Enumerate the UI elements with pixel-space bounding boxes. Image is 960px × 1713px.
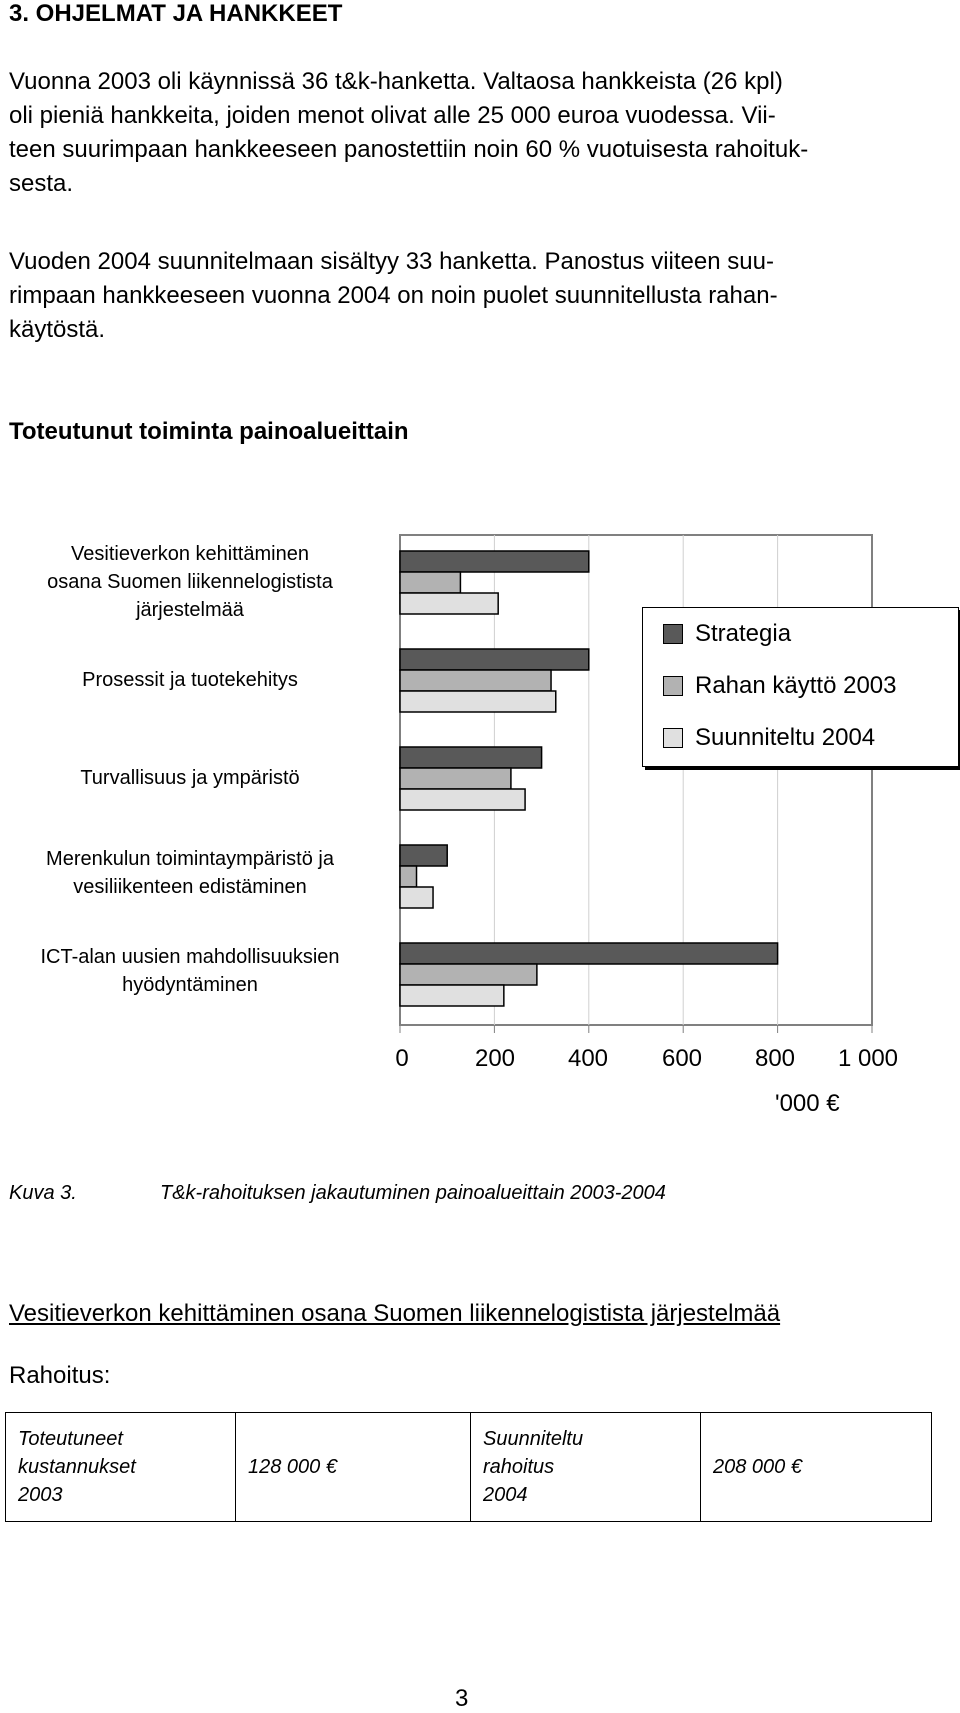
category-label-line: hyödyntäminen	[122, 974, 258, 996]
paragraph-1-line: oli pieniä hankkeita, joiden menot olivat alle 25 000 euroa vuodessa. Vii-	[9, 102, 776, 129]
funding-table	[5, 1412, 932, 1522]
category-label-line: vesiliikenteen edistäminen	[73, 876, 307, 898]
bar	[400, 691, 556, 712]
bar	[400, 670, 551, 691]
legend-swatch	[663, 624, 683, 644]
category-label-line: Vesitieverkon kehittäminen	[71, 543, 309, 565]
chart-title: Toteutunut toiminta painoalueittain	[9, 418, 409, 445]
section-heading: 3. OHJELMAT JA HANKKEET	[9, 0, 343, 27]
table-cell	[236, 1413, 471, 1522]
table-cell	[6, 1413, 236, 1522]
page-number: 3	[455, 1685, 469, 1712]
cell-value: 208 000 €	[713, 1456, 802, 1478]
paragraph-2-line: käytöstä.	[9, 316, 106, 343]
figure-label: Kuva 3.	[9, 1182, 77, 1204]
cell-line: 2004	[483, 1484, 528, 1506]
bar	[400, 551, 589, 572]
chart-legend	[642, 607, 959, 767]
x-tick-label: 200	[474, 1045, 516, 1072]
bar	[400, 593, 498, 614]
paragraph-1-line: Vuonna 2003 oli käynnissä 36 t&k-hanketta. Valtaosa hankkeista (26 kpl)	[9, 68, 783, 95]
bar	[400, 768, 511, 789]
category-label-line: Prosessit ja tuotekehitys	[82, 669, 298, 691]
legend-item	[663, 724, 875, 752]
x-tick-label: 800	[754, 1045, 796, 1072]
legend-label: Rahan käyttö 2003	[695, 672, 897, 699]
bar	[400, 964, 537, 985]
table-cell	[701, 1413, 932, 1522]
cell-line: Suunniteltu	[483, 1428, 584, 1450]
x-tick-label: 1 000	[837, 1045, 899, 1072]
category-label-line: osana Suomen liikennelogistista	[47, 571, 333, 593]
cell-line: kustannukset	[18, 1456, 136, 1478]
legend-swatch	[663, 728, 683, 748]
bar	[400, 789, 525, 810]
bar	[400, 887, 433, 908]
bar	[400, 572, 460, 593]
project-title: Vesitieverkon kehittäminen osana Suomen liikennelogistista järjestelmää	[9, 1300, 781, 1327]
legend-swatch	[663, 676, 683, 696]
figure-caption: T&k-rahoituksen jakautuminen painoalueittain 2003-2004	[160, 1182, 666, 1204]
paragraph-1-line: sesta.	[9, 170, 74, 197]
category-label-line: Turvallisuus ja ympäristö	[80, 767, 300, 789]
rahoitus-label: Rahoitus:	[9, 1362, 111, 1389]
x-tick-label: 0	[395, 1045, 409, 1072]
bar	[400, 943, 778, 964]
bar	[400, 866, 417, 887]
category-label-line: ICT-alan uusien mahdollisuuksien	[40, 946, 340, 968]
table-row	[6, 1413, 932, 1522]
bar	[400, 985, 504, 1006]
cell-value: 128 000 €	[248, 1456, 337, 1478]
paragraph-2-line: Vuoden 2004 suunnitelmaan sisältyy 33 hanketta. Panostus viiteen suu-	[9, 248, 774, 275]
category-label-line: Merenkulun toimintaympäristö ja	[46, 848, 334, 870]
bar	[400, 845, 447, 866]
table-cell	[471, 1413, 701, 1522]
x-axis-unit-label: '000 €	[775, 1090, 840, 1117]
x-tick-label: 400	[567, 1045, 609, 1072]
paragraph-1-line: teen suurimpaan hankkeeseen panostettiin noin 60 % vuotuisesta rahoituk-	[9, 136, 809, 163]
x-tick-label: 600	[661, 1045, 703, 1072]
cell-line: Toteutuneet	[18, 1428, 123, 1450]
paragraph-2-line: rimpaan hankkeeseen vuonna 2004 on noin puolet suunnitellusta rahan-	[9, 282, 778, 309]
legend-label: Suunniteltu 2004	[695, 724, 876, 751]
legend-item	[663, 672, 896, 700]
cell-line: rahoitus	[483, 1456, 555, 1478]
bar	[400, 649, 589, 670]
legend-item	[663, 620, 791, 648]
legend-label: Strategia	[695, 620, 792, 647]
bar	[400, 747, 542, 768]
cell-line: 2003	[18, 1484, 63, 1506]
category-label-line: järjestelmää	[136, 599, 244, 621]
